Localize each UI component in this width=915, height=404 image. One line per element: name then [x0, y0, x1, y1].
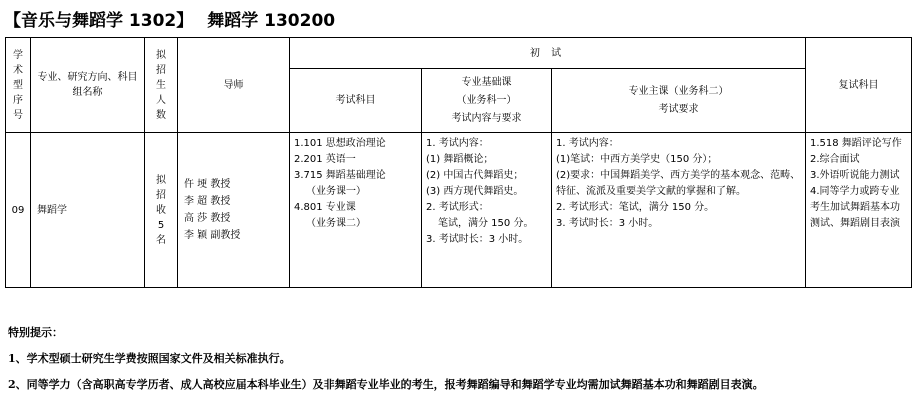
supervisor: 高 莎 教授 [184, 213, 231, 224]
header-type: 学术型序号 [6, 38, 31, 133]
title-main: 【音乐与舞蹈学 1302】 [4, 11, 194, 31]
header-supervisors: 导师 [178, 38, 290, 133]
notes-heading: 特别提示： [8, 326, 63, 339]
note-item: 1、学术型硕士研究生学费按照国家文件及相关标准执行。 [8, 352, 291, 365]
header-retest: 复试科目 [806, 38, 912, 133]
header-major: 专业、研究方向、科目组名称 [31, 38, 145, 133]
supervisor: 李 颖 副教授 [184, 230, 241, 241]
row-subjects: 1.101 思想政治理论 2.201 英语一 3.715 舞蹈基础理论 （业务课一） 4.801 专业课 （业务课二） [290, 133, 422, 288]
header-preliminary: 初 试 [290, 38, 806, 69]
supervisor: 仵 埂 教授 [184, 179, 231, 190]
title-sub: 舞蹈学 130200 [207, 11, 336, 31]
row-major: 舞蹈学 [31, 133, 145, 288]
row-foundation: 1. 考试内容： (1) 舞蹈概论； (2) 中国古代舞蹈史； (3) 西方现代舞蹈史。 2. 考试形式： 笔试，满分 150 分。 3. 考试时长：3 小时。 [422, 133, 552, 288]
table-row [6, 133, 912, 288]
note-item: 2、同等学力（含高职高专学历者、成人高校应届本科毕业生）及非舞蹈专业毕业的考生，报考舞蹈编导和舞蹈学专业均需加试舞蹈基本功和舞蹈剧目表演。 [8, 378, 764, 391]
row-supervisors [178, 133, 290, 288]
special-notes [8, 326, 764, 404]
admissions-table [5, 37, 912, 288]
supervisor: 李 超 教授 [184, 196, 231, 207]
row-number: 09 [6, 133, 31, 288]
page-title [4, 6, 335, 31]
row-quota: 拟招收5名 [145, 133, 178, 288]
row-retest: 1.518 舞蹈评论写作 2.综合面试 3.外语听说能力测试 4.同等学力或跨专业考生加试舞蹈基本功测试、舞蹈剧目表演 [806, 133, 912, 288]
header-quota: 拟招生人数 [145, 38, 178, 133]
row-main-course: 1. 考试内容： (1)笔试：中西方美学史（150 分）； (2)要求：中国舞蹈美学、西方美学的基本观念、范畴、特征、流派及重要美学文献的掌握和了解。 2. 考试形式：笔试，满分 150 分。 3. 考试时长：3 小时。 [552, 133, 806, 288]
header-main-course: 专业主课（业务科二） 考试要求 [552, 69, 806, 133]
header-subjects: 考试科目 [290, 69, 422, 133]
header-foundation: 专业基础课 （业务科一） 考试内容与要求 [422, 69, 552, 133]
